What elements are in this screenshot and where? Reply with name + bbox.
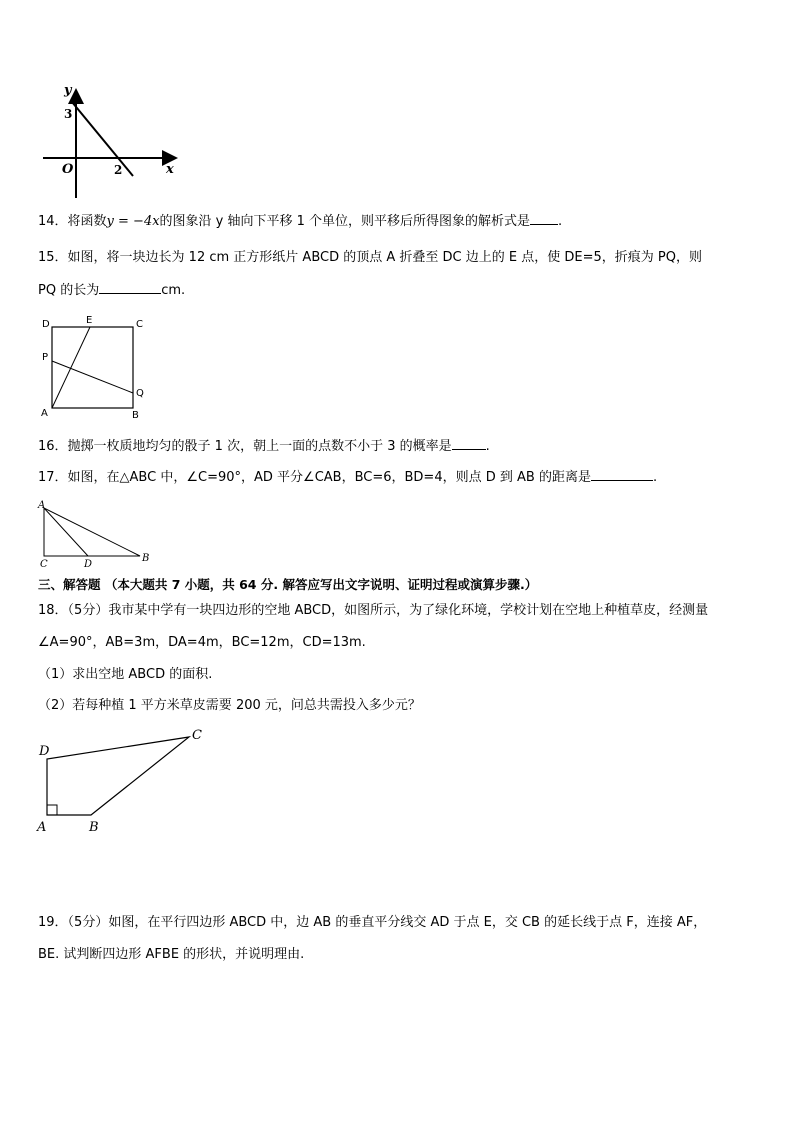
question-18-line-1: 18．（5分）我市某中学有一块四边形的空地 ABCD，如图所示，为了绿化环境，学校计划在空地上种植草皮，经测量 [38,603,709,618]
y-axis-label: y [64,83,72,98]
question-19-line-2: BE. 试判断四边形 AFBE 的形状，并说明理由. [38,947,305,962]
x-intercept-label: 2 [114,163,123,177]
label-b: B [142,553,150,564]
triangle-abc [44,508,140,556]
label-c: C [40,559,48,570]
label-b: B [89,820,99,835]
label-b: B [132,410,139,421]
question-18-part-1: （1）求出空地 ABCD 的面积. [38,667,213,682]
quadrilateral-figure [34,725,214,837]
linear-function-graph [38,80,188,205]
label-c: C [192,728,202,743]
question-18-line-2: ∠A=90°，AB=3m，DA=4m，BC=12m，CD=13m. [38,635,366,650]
answer-blank[interactable] [530,212,558,225]
question-19-line-1: 19．（5分）如图，在平行四边形 ABCD 中，边 AB 的垂直平分线交 AD 于点 E，交 CB 的延长线于点 F，连接 AF， [38,915,707,930]
function-line [72,102,133,176]
answer-blank[interactable] [452,437,486,450]
quadrilateral-abcd [47,737,189,815]
right-angle-mark [47,805,57,815]
question-15-line-1: 15．如图，将一块边长为 12 cm 正方形纸片 ABCD 的顶点 A 折叠至 DC 边上的 E 点，使 DE=5，折痕为 PQ，则 [38,250,702,265]
right-triangle-figure [36,498,156,570]
q14-formula: y = −4x [106,214,160,229]
label-d: D [39,744,50,759]
label-d: D [42,319,50,330]
answer-blank[interactable] [99,281,161,294]
question-14: 14．将函数y = −4x的图象沿 y 轴向下平移 1 个单位，则平移后所得图象的解析式是 . [38,214,563,229]
folded-square-figure [38,312,153,424]
label-p: P [42,352,49,363]
question-15-line-2: PQ 的长为 cm. [38,283,186,298]
label-c: C [136,319,143,330]
label-q: Q [136,388,144,399]
answer-blank[interactable] [591,468,653,481]
x-axis-label: x [166,162,174,177]
segment-ae [52,327,90,408]
section-heading: 三、解答题 （本大题共 7 小题，共 64 分. 解答应写出文字说明、证明过程或演算步骤.） [38,577,538,592]
square-abcd [52,327,133,408]
segment-pq [52,361,133,393]
label-a: A [38,500,46,511]
label-d: D [84,559,93,570]
origin-label: O [62,162,74,177]
question-18-part-2: （2）若每种植 1 平方米草皮需要 200 元，问总共需投入多少元？ [38,698,421,713]
segment-ad [44,508,88,556]
label-e: E [86,315,93,326]
question-17: 17．如图，在△ABC 中，∠C=90°，AD 平分∠CAB，BC=6，BD=4，则点 D 到 AB 的距离是 . [38,470,658,485]
y-intercept-label: 3 [64,107,73,121]
label-a: A [41,408,48,419]
label-a: A [37,820,47,835]
question-16: 16．抛掷一枚质地均匀的骰子 1 次，朝上一面的点数不小于 3 的概率是 . [38,439,490,454]
